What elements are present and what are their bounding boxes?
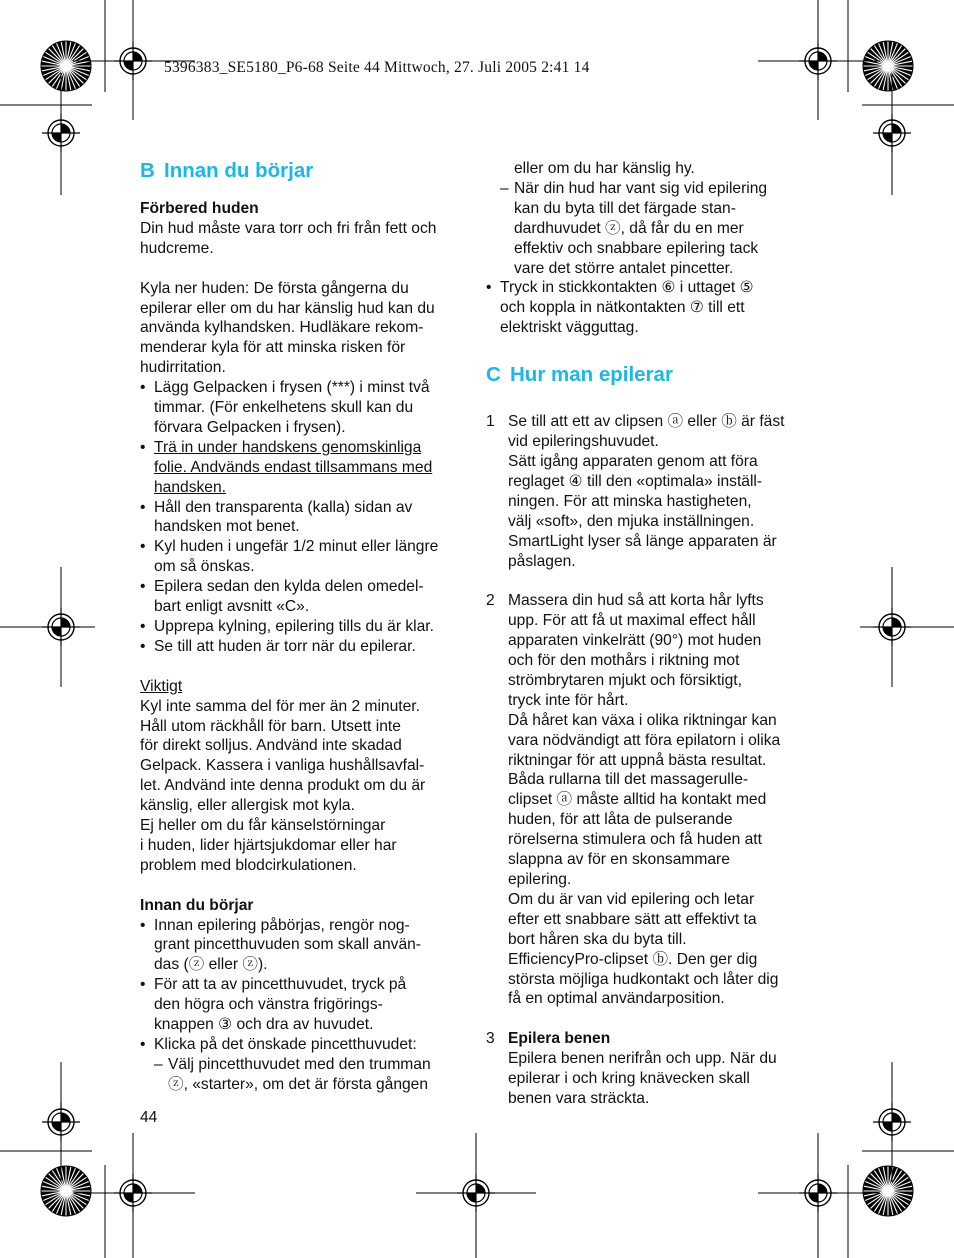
left-column — [140, 199, 470, 1095]
text-line: för direkt solljus. Andvänd inte skadad — [140, 737, 402, 755]
text-line: Gelpack. Kassera i vanliga hushållsavfal- — [140, 757, 425, 775]
text-line: problem med blodcirkulationen. — [140, 856, 357, 874]
text-line: – Välj pincetthuvudet med den trumman — [168, 1055, 431, 1073]
text-line: – När din hud har vant sig vid epilering — [514, 179, 768, 197]
bullet-item — [140, 537, 470, 577]
step-heading: Epilera benen — [508, 1030, 611, 1048]
text-line: den högra och vänstra frigörings- — [154, 996, 383, 1014]
step-item — [486, 1029, 812, 1109]
text-line: vid epileringshuvudet. — [508, 433, 659, 451]
bullet-item — [140, 577, 470, 617]
text-line: Ej heller om du får känselstörningar — [140, 817, 386, 835]
bullet-item — [140, 438, 470, 498]
bullet-item — [486, 278, 812, 338]
text-line: reglaget ④ till den «optimala» inställ- — [508, 472, 763, 490]
text-line: elektriskt vägguttag. — [500, 319, 639, 337]
text-line: slappna av för en skonsammare — [508, 851, 730, 869]
text-line: upp. För att få ut maximal effect håll — [508, 612, 756, 630]
text-line: • Lägg Gelpacken i frysen (***) i minst två — [154, 379, 430, 397]
important-paragraph — [140, 697, 470, 876]
text-line: epilerar i och kring knävecken skall — [508, 1070, 750, 1088]
text-line: förvara Gelpacken i frysen). — [154, 418, 346, 436]
text-line: i huden, lider hjärtsjukdomar eller har — [140, 836, 397, 854]
text-line: och koppla in nätkontakten ⑦ till ett — [500, 299, 745, 317]
text-line: om så önskas. — [154, 558, 255, 576]
bullet-item — [140, 498, 470, 538]
text-line: • Kyl huden i ungefär 1/2 minut eller längre — [154, 538, 439, 556]
text-line: knappen ③ och dra av huvudet. — [154, 1016, 374, 1034]
text-line: clipset ⓐ måste alltid ha kontakt med — [508, 791, 767, 809]
section-letter: C — [486, 363, 501, 386]
text-line: känslig, eller allergisk mot kyla. — [140, 797, 355, 815]
step-number: 3 — [486, 1030, 495, 1048]
text-line: dardhuvudet ⓩ, då får du en mer — [514, 219, 744, 237]
bullet-item — [140, 1035, 470, 1055]
text-line: let. Andvänd inte denna produkt om du är — [140, 777, 426, 795]
text-line: Båda rullarna till det massagerulle- — [508, 771, 749, 789]
section-c-heading — [486, 362, 673, 388]
important-heading: Viktigt — [140, 677, 183, 695]
text-line: Epilera benen nerifrån och upp. När du — [508, 1050, 777, 1068]
text-line: strömbrytaren mjukt och försiktigt, — [508, 671, 742, 689]
text-line: kan du byta till det färgade stan- — [514, 199, 736, 217]
bullet-item — [140, 637, 470, 657]
text-line: menderar kyla för att minska risken för — [140, 339, 406, 357]
text-line: Kyl inte samma del för mer än 2 minuter. — [140, 697, 420, 715]
text-line: riktningar för att uppnå bästa resultat. — [508, 751, 767, 769]
bullet-item — [140, 617, 470, 637]
text-line: benen vara sträckta. — [508, 1089, 650, 1107]
text-line: bort håren ska du byta till. — [508, 930, 687, 948]
text-line: påslagen. — [508, 552, 576, 570]
text-line: hudcreme. — [140, 239, 214, 257]
text-line: bart enligt avsnitt «C». — [154, 598, 310, 616]
page-number: 44 — [140, 1109, 158, 1126]
text-line: folie. Andvänds endast tillsammans med — [154, 458, 433, 476]
text-line: ⓩ, «starter», om det är första gången — [168, 1075, 429, 1093]
text-line: das (ⓩ eller ⓩ). — [154, 956, 268, 974]
text-line: hudirritation. — [140, 359, 226, 377]
step-number: 1 — [486, 413, 495, 431]
text-line: Sätt igång apparaten genom att föra — [508, 452, 758, 470]
text-line: efter ett snabbare sätt att effektivt ta — [508, 910, 757, 928]
text-line: • För att ta av pincetthuvudet, tryck på — [154, 976, 407, 994]
text-line: få en optimal användarposition. — [508, 990, 725, 1008]
subheading: Innan du börjar — [140, 896, 254, 914]
text-line: • Innan epilering påbörjas, rengör nog- — [154, 916, 410, 934]
subheading: Förbered huden — [140, 200, 259, 217]
text-line: • Se till att huden är torr när du epilerar. — [154, 637, 416, 655]
paragraph — [140, 219, 470, 259]
text-line: Din hud måste vara torr och fri från fett och — [140, 219, 437, 237]
text-line: epilering. — [508, 870, 572, 888]
text-line: grant pincetthuvuden som skall använ- — [154, 936, 421, 954]
text-line: vara nödvändigt att föra epilatorn i olika — [508, 731, 781, 749]
dash-item — [486, 179, 812, 279]
text-line: • Håll den transparenta (kalla) sidan av — [154, 498, 413, 516]
step-item — [486, 412, 812, 571]
text-line: effektiv och snabbare epilering tack — [514, 239, 759, 257]
text-line: Om du är van vid epilering och letar — [508, 890, 755, 908]
text-line: handsken. — [154, 478, 226, 496]
bullet-item — [140, 916, 470, 976]
text-line: Kyla ner huden: De första gångerna du — [140, 279, 409, 297]
section-title: Innan du börjar — [164, 159, 314, 182]
section-title: Hur man epilerar — [510, 363, 673, 386]
text-line: timmar. (För enkelhetens skull kan du — [154, 399, 414, 417]
section-b-heading — [140, 158, 313, 184]
text-line: huden, för att låta de pulserande — [508, 811, 733, 829]
text-line: handsken mot benet. — [154, 518, 300, 536]
right-column — [486, 159, 812, 1109]
text-line: Se till att ett av clipsen ⓐ eller ⓑ är fäst — [508, 413, 785, 431]
text-line: • Upprepa kylning, epilering tills du är klar. — [154, 618, 434, 636]
text-line: • Trä in under handskens genomskinliga — [154, 438, 422, 456]
text-line: • Klicka på det önskade pincetthuvudet: — [154, 1036, 417, 1054]
text-line: Håll utom räckhåll för barn. Utsett inte — [140, 717, 401, 735]
step-number: 2 — [486, 592, 495, 610]
text-line: epilerar eller om du har känslig hud kan du — [140, 299, 435, 317]
text-line: välj «soft», den mjuka inställningen. — [508, 512, 755, 530]
print-slug: 5396383_SE5180_P6-68 Seite 44 Mittwoch, 27. Juli 2005 2:41 14 — [164, 59, 590, 76]
bullet-item — [140, 975, 470, 1035]
text-line: apparaten vinkelrätt (90°) mot huden — [508, 632, 762, 650]
text-line: SmartLight lyser så länge apparaten är — [508, 532, 777, 550]
text-line: ningen. För att minska hastigheten, — [508, 492, 752, 510]
text-line: EfficiencyPro-clipset ⓑ. Den ger dig — [508, 950, 758, 968]
section-letter: B — [140, 159, 155, 182]
text-line: vare det större antalet pincetter. — [514, 259, 734, 277]
dash-item — [140, 1055, 470, 1095]
text-line: Massera din hud så att korta hår lyfts — [508, 592, 764, 610]
step-item — [486, 591, 812, 1009]
text-line: • Tryck in stickkontakten ⑥ i uttaget ⑤ — [500, 279, 754, 297]
text-line: och för den mothårs i riktning mot — [508, 652, 740, 670]
text-line: tryck inte för hårt. — [508, 691, 629, 709]
text-line: • Epilera sedan den kylda delen omedel- — [154, 578, 424, 596]
text-line: Då håret kan växa i olika riktningar kan — [508, 711, 777, 729]
text-line: största möjliga hudkontakt och låter dig — [508, 970, 779, 988]
paragraph — [140, 279, 470, 379]
bullet-item — [140, 378, 470, 438]
text-line: använda kylhandsken. Hudläkare rekom- — [140, 319, 424, 337]
text-line: rörelserna stimulera och få huden att — [508, 831, 762, 849]
text-line: eller om du har känslig hy. — [514, 160, 695, 177]
